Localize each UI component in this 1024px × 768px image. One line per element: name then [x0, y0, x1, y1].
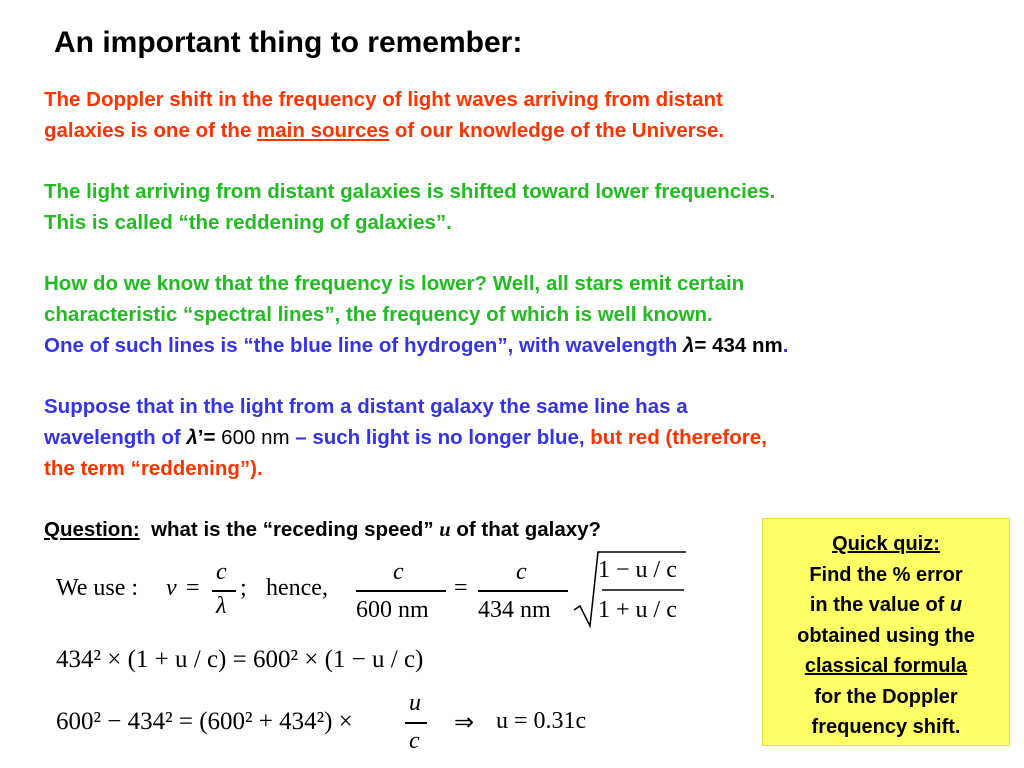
- text-line: Suppose that in the light from a distant galaxy the same line has a: [44, 395, 688, 418]
- text-line: How do we know that the frequency is lower? Well, all stars emit certain: [44, 272, 745, 295]
- paragraph-doppler: [44, 84, 724, 146]
- underlined-main-sources: main sources: [257, 119, 390, 142]
- fraction-bar: [356, 590, 446, 592]
- text-line: wavelength of λ’= 600 nm – such light is no longer blue, but red (therefore,: [44, 426, 767, 449]
- fraction-bar: [405, 722, 427, 724]
- quiz-title: Quick quiz:: [832, 533, 940, 555]
- fraction-bar: [212, 590, 236, 592]
- quick-quiz-box: [762, 518, 1010, 746]
- quiz-line: frequency shift.: [811, 716, 961, 738]
- equation-line-2: 434² × (1 + u / c) = 600² × (1 − u / c): [56, 646, 424, 673]
- quiz-line: for the Doppler: [814, 685, 958, 708]
- quiz-line: Find the % error: [809, 563, 963, 586]
- text-line: The Doppler shift in the frequency of light waves arriving from distant: [44, 88, 723, 111]
- text-line: This is called “the reddening of galaxies”.: [44, 211, 452, 234]
- text-line: characteristic “spectral lines”, the frequency of which is well known.: [44, 303, 713, 326]
- question: Question: what is the “receding speed” u of that galaxy?: [44, 518, 602, 541]
- quiz-line-classical-formula: classical formula: [804, 655, 968, 677]
- paragraph-suppose: [44, 391, 767, 484]
- quiz-line: obtained using the: [797, 624, 975, 647]
- page-title: An important thing to remember:: [54, 26, 523, 59]
- text-line: galaxies is one of the main sources of our knowledge of the Universe.: [44, 119, 725, 142]
- text-line: One of such lines is “the blue line of hydrogen”, with wavelength λ= 434 nm.: [44, 334, 789, 357]
- fraction-bar: [478, 590, 568, 592]
- paragraph-spectral-lines: [44, 268, 788, 361]
- paragraph-reddening: [44, 176, 775, 238]
- question-label: Question:: [44, 518, 140, 541]
- text-line: The light arriving from distant galaxies is shifted toward lower frequencies.: [44, 180, 776, 203]
- text-line: the term “reddening”).: [44, 457, 263, 480]
- quiz-line: in the value of u: [809, 594, 963, 616]
